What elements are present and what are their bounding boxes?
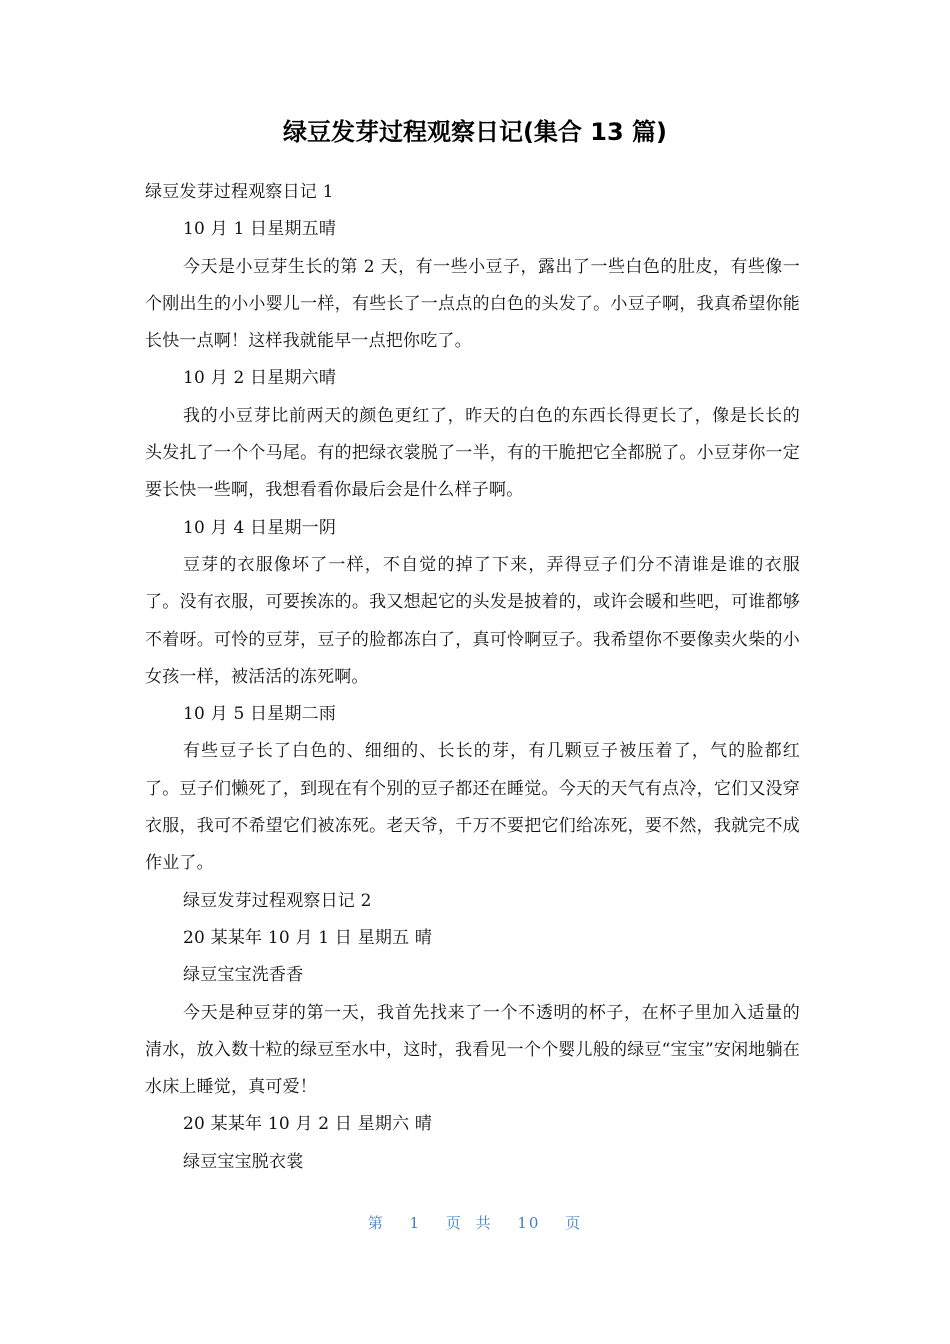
paragraph: 绿豆发芽过程观察日记 2 [183,890,372,911]
paragraph: 有些豆子长了白色的、细细的、长长的芽，有几颗豆子被压着了，气的脸都红了。豆子们懒死了，到现在有个别的豆子都还在睡觉。今天的天气有点冷，它们又没穿衣服，我可不希望它们被冻死。老天爷，千万不要把它们给冻死，要不然，我就完不成作业了。 [145,741,800,874]
footer-label-of: 页 共 [445,1214,493,1232]
paragraph: 绿豆宝宝脱衣裳 [183,1151,304,1172]
document-title: 绿豆发芽过程观察日记(集合 13 篇) [282,118,668,146]
paragraph: 20 某某年 10 月 2 日 星期六 晴 [183,1114,433,1135]
paragraph: 我的小豆芽比前两天的颜色更红了，昨天的白色的东西长得更长了，像是长长的头发扎了一个个马尾。有的把绿衣裳脱了一半，有的干脆把它全都脱了。小豆芽你一定要长快一些啊，我想看看你最后会是什么样子啊。 [145,405,800,501]
footer-label-pages: 页 [565,1214,583,1232]
page-footer [0,1212,950,1233]
paragraph: 10 月 4 日星期一阴 [183,517,337,538]
paragraph: 10 月 1 日星期五晴 [183,219,337,240]
document-body [145,174,800,1181]
paragraph: 绿豆发芽过程观察日记 1 [145,182,334,202]
footer-current-page: 1 [409,1214,422,1232]
paragraph: 10 月 5 日星期二雨 [183,704,337,725]
footer-total-pages: 10 [517,1214,541,1232]
paragraph: 豆芽的衣服像坏了一样，不自觉的掉了下来，弄得豆子们分不清谁是谁的衣服了。没有衣服，可要挨冻的。我又想起它的头发是披着的，或许会暖和些吧，可谁都够不着呀。可怜的豆芽，豆子的脸都冻白了，真可怜啊豆子。我希望你不要像卖火柴的小女孩一样，被活活的冻死啊。 [145,554,800,687]
paragraph: 20 某某年 10 月 1 日 星期五 晴 [183,927,433,948]
paragraph: 今天是种豆芽的第一天，我首先找来了一个不透明的杯子，在杯子里加入适量的清水，放入数十粒的绿豆至水中，这时，我看见一个个婴儿般的绿豆“宝宝”安闲地躺在水床上睡觉，真可爱！ [145,1002,800,1098]
paragraph: 今天是小豆芽生长的第 2 天，有一些小豆子，露出了一些白色的肚皮，有些像一个刚出生的小小婴儿一样，有些长了一点点的白色的头发了。小豆子啊，我真希望你能长快一点啊！这样我就能早一点把你吃了。 [145,256,800,352]
paragraph: 10 月 2 日星期六晴 [183,368,337,389]
paragraph: 绿豆宝宝洗香香 [183,965,304,986]
footer-label-page: 第 [367,1214,385,1232]
